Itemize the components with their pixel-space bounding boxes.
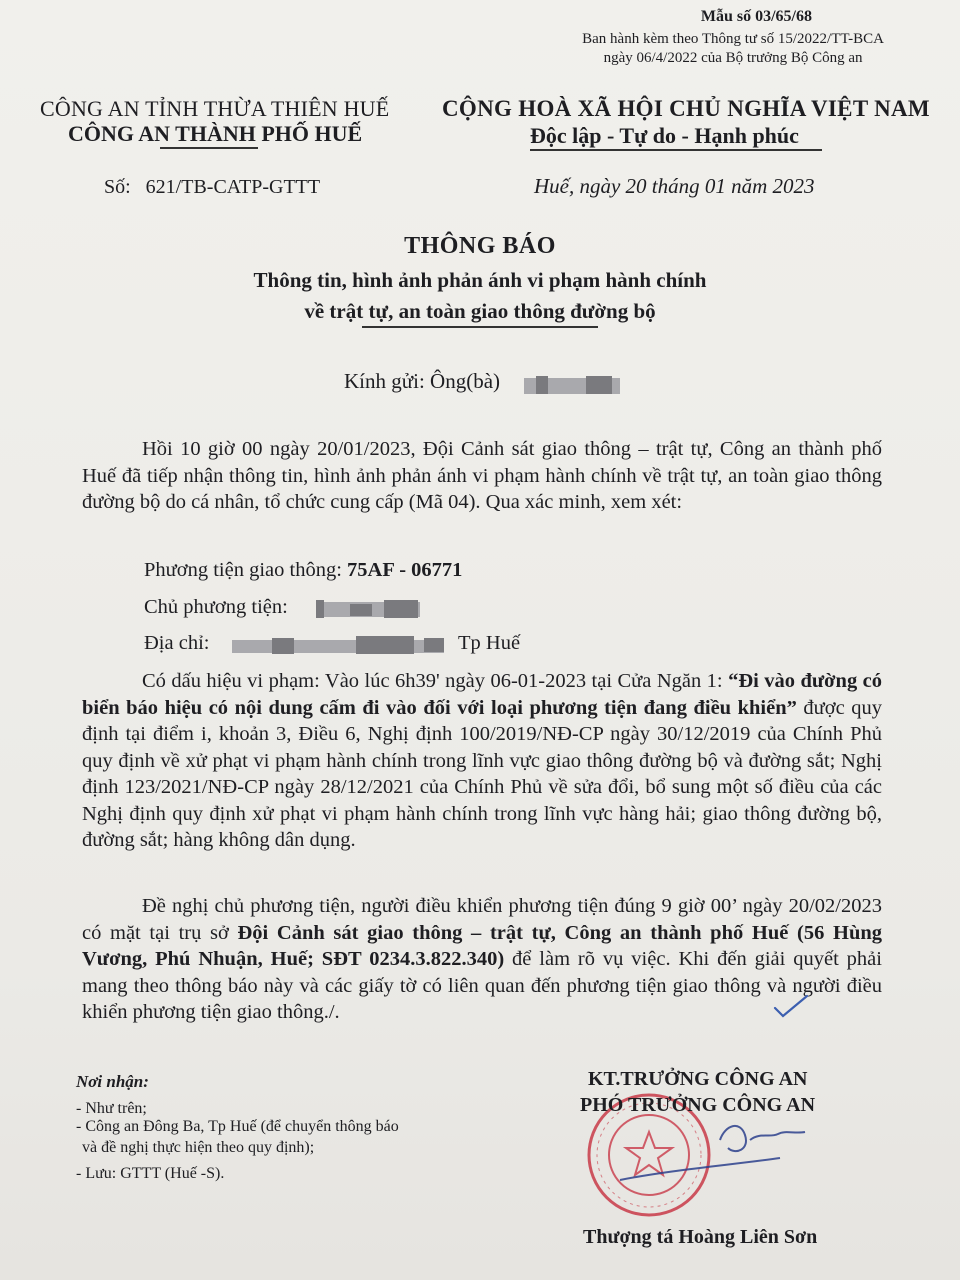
- request-text: [82, 893, 882, 1026]
- violation-intro: Có dấu hiệu vi phạm: Vào lúc 6h39' ngày 06-01-2023 tại Cửa Ngăn 1:: [142, 670, 729, 692]
- address-line: [144, 632, 209, 655]
- signature-title-line1: KT.TRƯỞNG CÔNG AN: [588, 1068, 808, 1090]
- redaction-block: [356, 636, 414, 654]
- intro-paragraph: [82, 436, 882, 516]
- recipient-label: Kính gửi: Ông(bà): [344, 369, 501, 393]
- motto-underline: [530, 149, 822, 151]
- vehicle-label: Phương tiện giao thông:: [144, 559, 348, 581]
- national-motto: Độc lập - Tự do - Hạnh phúc: [530, 123, 799, 148]
- handwritten-check-icon: [771, 994, 811, 1020]
- owner-line: [144, 596, 288, 619]
- redaction-block: [272, 638, 294, 654]
- intro-text: Hồi 10 giờ 00 ngày 20/01/2023, Đội Cảnh sát giao thông – trật tự, Công an thành phố Huế đã tiếp nhận thông tin, hình ảnh phản ánh vi phạm hành chính về trật tự, an toàn giao thông đường bộ do cá nhân, tổ chức cung cấp (Mã 04). Qua xác minh, xem xét:: [82, 438, 882, 513]
- document-subtitle-line1: Thông tin, hình ảnh phản ánh vi phạm hành chính: [253, 268, 707, 292]
- place-date: Huế, ngày 20 tháng 01 năm 2023: [534, 174, 815, 198]
- violation-description: “Đi vào đường có biển báo hiệu có nội dung cấm đi vào đối với loại phương tiện đang điều khiển”: [82, 670, 882, 719]
- subtitle-underline: [362, 326, 598, 328]
- signer-name: Thượng tá Hoàng Liên Sơn: [583, 1226, 818, 1248]
- address-city: Tp Huế: [458, 632, 521, 654]
- form-number: Mẫu số 03/65/68: [700, 8, 812, 25]
- recipients-title: Nơi nhận:: [76, 1072, 149, 1091]
- redaction-block: [536, 376, 548, 394]
- national-title: CỘNG HOÀ XÃ HỘI CHỦ NGHĨA VIỆT NAM: [442, 96, 930, 121]
- violation-legal-basis: được quy định tại điểm i, khoản 3, Điều 6, Nghị định 100/2019/NĐ-CP ngày 30/12/2019 của Chính Phủ quy định về xử phạt vi phạm hành chính trong lĩnh vực giao thông đường bộ và đường sắt; Nghị định 123/2021/NĐ-CP ngày 28/12/2021 của Chính Phủ về sửa đổi, bổ sung một số điều của các Nghị định quy định xử phạt vi phạm hành chính trong lĩnh vực hàng hải; giao thông đường bộ, đường sắt; hàng không dân dụng.: [82, 696, 882, 851]
- recipient-item: và đề nghị thực hiện theo quy định);: [82, 1139, 315, 1156]
- request-intro: Đề nghị chủ phương tiện, người điều khiển phương tiện đúng 9 giờ 00’ ngày 20/02/2023 có mặt tại trụ sở: [82, 895, 882, 944]
- document-title: THÔNG BÁO: [404, 233, 556, 259]
- redaction-block: [350, 604, 372, 616]
- document-number: Số: 621/TB-CATP-GTTT: [104, 176, 321, 198]
- redaction-block: [384, 600, 418, 618]
- request-instructions: để làm rõ vụ việc. Khi đến giải quyết phải mang theo thông báo này và các giấy tờ có liên quan đến phương tiện giao thông và người điều khiển phương tiện giao thông./.: [82, 948, 882, 1023]
- agency-parent: CÔNG AN TỈNH THỪA THIÊN HUẾ: [40, 96, 390, 121]
- vehicle-line: [144, 559, 462, 582]
- recipient-item: - Lưu: GTTT (Huế -S).: [76, 1165, 225, 1182]
- vehicle-plate: 75AF - 06771: [347, 559, 463, 581]
- issued-with-line2: ngày 06/4/2022 của Bộ trưởng Bộ Công an: [603, 50, 863, 66]
- violation-paragraph: [82, 668, 882, 854]
- request-location: Đội Cảnh sát giao thông – trật tự, Công an thành phố Huế (56 Hùng Vương, Phú Nhuận, Huế; SĐT 0234.3.822.340): [82, 921, 883, 970]
- agency-underline: [160, 147, 258, 149]
- redaction-block: [586, 376, 612, 394]
- redaction-block: [424, 638, 444, 652]
- redaction-block: [316, 600, 324, 618]
- issued-with-note: [582, 30, 884, 68]
- recipient-item: - Như trên;: [76, 1100, 147, 1117]
- signature-title-line2: PHÓ TRƯỞNG CÔNG AN: [580, 1094, 816, 1116]
- agency-name: CÔNG AN THÀNH PHỐ HUẾ: [68, 121, 363, 146]
- recipient-item: - Công an Đông Ba, Tp Huế (để chuyển thông báo: [76, 1118, 399, 1135]
- owner-label: Chủ phương tiện:: [144, 596, 288, 618]
- document-subtitle-line2: về trật tự, an toàn giao thông đường bộ: [304, 299, 656, 323]
- violation-text: [82, 668, 882, 854]
- request-paragraph: [82, 893, 882, 1026]
- issued-with-line1: Ban hành kèm theo Thông tư số 15/2022/TT-BCA: [582, 31, 884, 47]
- handwritten-signature-icon: [610, 1110, 840, 1200]
- address-label: Địa chỉ:: [144, 632, 210, 654]
